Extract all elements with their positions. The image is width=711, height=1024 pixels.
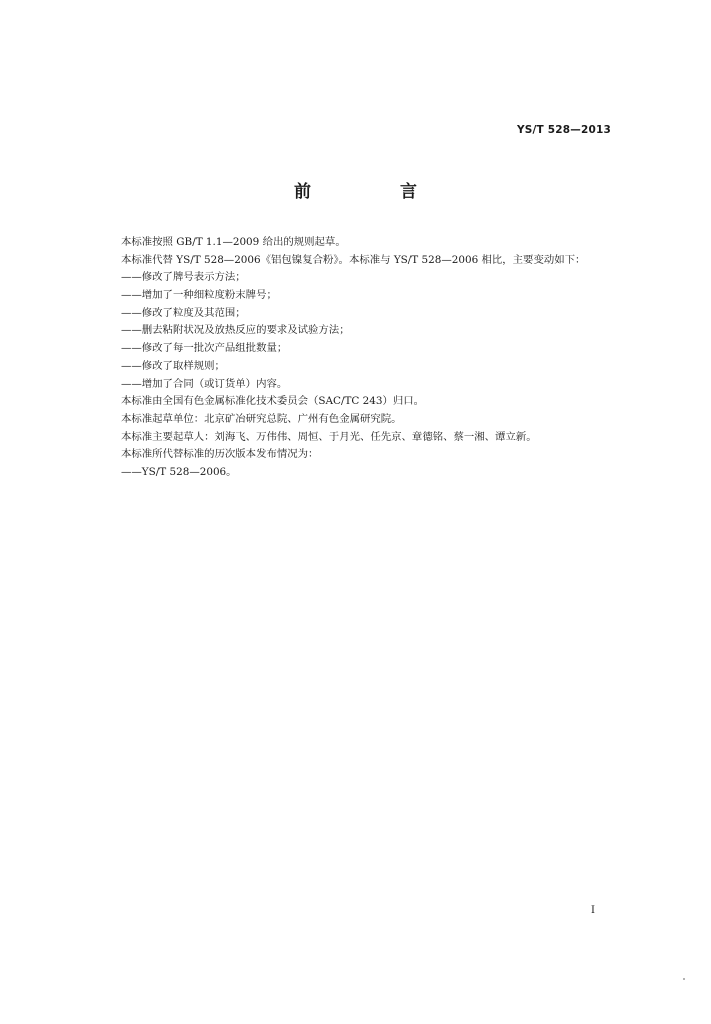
body-line: 本标准主要起草人：刘海飞、万伟伟、周恒、于月光、任先京、章德铭、蔡一湘、谭立新。 <box>121 430 537 443</box>
scan-speck <box>683 978 685 980</box>
standard-code: YS/T 528—2013 <box>516 124 611 136</box>
foreword-body <box>121 234 621 482</box>
body-line: ——删去粘附状况及放热反应的要求及试验方法； <box>121 324 350 337</box>
body-line: 本标准代替 YS/T 528—2006《铝包镍复合粉》。本标准与 YS/T 528—2006 相比，主要变动如下： <box>121 253 586 266</box>
body-line: 本标准由全国有色金属标准化技术委员会（SAC/TC 243）归口。 <box>121 395 425 408</box>
body-line: ——增加了合同（或订货单）内容。 <box>121 377 288 390</box>
page-number: I <box>591 905 595 916</box>
body-line: ——增加了一种细粒度粉末牌号； <box>121 289 277 302</box>
body-line: 本标准起草单位：北京矿冶研究总院、广州有色金属研究院。 <box>121 412 402 425</box>
body-line: 本标准按照 GB/T 1.1—2009 给出的规则起草。 <box>121 236 346 248</box>
body-line: 本标准所代替标准的历次版本发布情况为： <box>121 448 319 461</box>
body-line: ——修改了粒度及其范围； <box>121 306 246 319</box>
body-line: ——YS/T 528—2006。 <box>121 465 237 478</box>
body-line: ——修改了每一批次产品组批数量； <box>121 342 288 355</box>
page-title: 前 言 <box>294 182 453 202</box>
body-line: ——修改了取样规则； <box>121 359 225 372</box>
body-line: ——修改了牌号表示方法； <box>121 271 246 284</box>
